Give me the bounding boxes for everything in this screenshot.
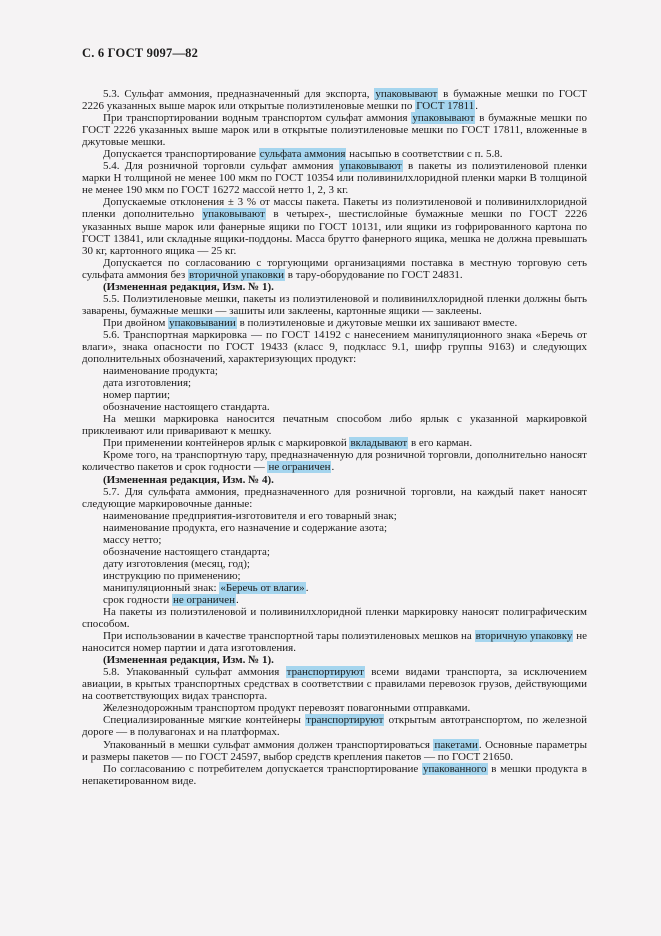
paragraph: При применении контейнеров ярлык с маркировкой вкладывают в его карман. bbox=[103, 437, 473, 450]
paragraph: При транспортировании водным транспортом сульфат аммония упаковывают в бумажные мешки по ГОСТ 2226 указанных выше марок или в открытые полиэтиленовые мешки по ГОСТ 17811, вложенные в джутовые мешки. bbox=[82, 112, 587, 149]
search-highlight: транспортируют bbox=[286, 666, 364, 679]
search-highlight: вторичной упаковки bbox=[189, 268, 285, 281]
search-highlight: транспортируют bbox=[306, 714, 384, 727]
search-highlight: «Беречь от влаги» bbox=[220, 581, 305, 594]
search-highlight: упаковывании bbox=[169, 316, 236, 329]
search-highlight: не ограничен bbox=[172, 593, 235, 606]
paragraph: номер партии; bbox=[103, 389, 171, 402]
paragraph: На пакеты из полиэтиленовой и поливинилхлоридной пленки маркировку наносят полиграфическим способом. bbox=[82, 606, 587, 631]
paragraph: наименование предприятия-изготовителя и его товарный знак; bbox=[103, 509, 397, 522]
paragraph: массу нетто; bbox=[103, 533, 162, 546]
paragraph: Допускается по согласованию с торгующими организациями поставка в местную торговую сеть сульфата аммония без вторичной упаковки в тару-оборудование по ГОСТ 24831. bbox=[82, 256, 587, 281]
amendment-note: (Измененная редакция, Изм. № 1). bbox=[103, 654, 274, 667]
search-highlight: упаковывают bbox=[412, 112, 475, 125]
paragraph: срок годности не ограничен. bbox=[103, 593, 239, 606]
paragraph: обозначение настоящего стандарта; bbox=[103, 545, 270, 558]
paragraph: 5.3. Сульфат аммония, предназначенный для экспорта, упаковывают в бумажные мешки по ГОСТ 2226 указанных выше марок или открытые полиэтиленовые мешки по ГОСТ 17811. bbox=[82, 88, 587, 113]
paragraph: По согласованию с потребителем допускается транспортирование упакованного в мешки продукта в непакетированном виде. bbox=[82, 762, 587, 787]
search-highlight: упаковывают bbox=[375, 88, 438, 100]
paragraph: Специализированные мягкие контейнеры транспортируют открытым автотранспортом, по железной дороге — в полувагонах и на платформах. bbox=[82, 714, 587, 739]
page-header: С. 6 ГОСТ 9097—82 bbox=[82, 46, 199, 60]
document-body bbox=[82, 88, 587, 787]
paragraph: манипуляционный знак: «Беречь от влаги». bbox=[103, 581, 309, 594]
paragraph: На мешки маркировка наносится печатным способом либо ярлык с указанной маркировкой приклеивают или приваривают к мешку. bbox=[82, 413, 587, 438]
paragraph: наименование продукта; bbox=[103, 365, 218, 378]
search-highlight: не ограничен bbox=[268, 461, 331, 474]
search-highlight: вкладывают bbox=[350, 437, 408, 450]
paragraph: 5.8. Упакованный сульфат аммония транспортируют всеми видами транспорта, за исключением авиации, в крытых транспортных средствах в соответствии с правилами перевозок грузов, действующими на соответствующих видах транспорта. bbox=[82, 666, 587, 703]
amendment-note: (Измененная редакция, Изм. № 4). bbox=[103, 473, 274, 486]
paragraph: 5.7. Для сульфата аммония, предназначенного для розничной торговли, на каждый пакет наносят следующие маркировочные данные: bbox=[82, 485, 587, 510]
paragraph: инструкцию по применению; bbox=[103, 569, 241, 582]
search-highlight: упакованного bbox=[423, 762, 487, 775]
amendment-note: (Измененная редакция, Изм. № 1). bbox=[103, 280, 274, 293]
search-highlight: ГОСТ 17811 bbox=[416, 100, 475, 113]
search-highlight: упаковывают bbox=[339, 160, 402, 173]
paragraph: Кроме того, на транспортную тару, предназначенную для розничной торговли, дополнительно наносят количество пакетов и срок годности — не ограничен. bbox=[82, 449, 587, 474]
paragraph: При двойном упаковывании в полиэтиленовые и джутовые мешки их зашивают вместе. bbox=[103, 316, 518, 329]
paragraph: Допускаемые отклонения ± 3 % от массы пакета. Пакеты из полиэтиленовой и поливинилхлоридной пленки дополнительно упаковывают в четырех-, шестислойные бумажные мешки по ГОСТ 2226 указанных выше марок или фанерные ящики по ГОСТ 10131, или ящики из гофрированного картона по ГОСТ 13841, или складные ящики-поддоны. Масса брутто фанерного ящика, мешка не должна превышать 30 кг, картонного ящика — 25 кг. bbox=[82, 196, 587, 257]
paragraph: Упакованный в мешки сульфат аммония должен транспортироваться пакетами. Основные параметры и размеры пакетов — по ГОСТ 24597, выбор средств крепления пакетов — по ГОСТ 21650. bbox=[82, 738, 587, 763]
search-highlight: пакетами bbox=[434, 738, 478, 751]
paragraph: 5.5. Полиэтиленовые мешки, пакеты из полиэтиленовой и поливинилхлоридной пленки должны быть заварены, бумажные мешки — зашиты или заклеены, картонные ящики — заклеены. bbox=[82, 292, 587, 317]
paragraph: Допускается транспортирование сульфата аммония насыпью в соответствии с п. 5.8. bbox=[103, 148, 503, 161]
paragraph: При использовании в качестве транспортной тары полиэтиленовых мешков на вторичную упаковку не наносится номер партии и дата изготовления. bbox=[82, 630, 587, 655]
search-highlight: упаковывают bbox=[202, 208, 265, 221]
search-highlight: сульфата аммония bbox=[259, 148, 346, 161]
paragraph: наименование продукта, его назначение и содержание азота; bbox=[103, 521, 388, 534]
paragraph: 5.6. Транспортная маркировка — по ГОСТ 14192 с нанесением манипуляционного знака «Беречь от влаги», знака опасности по ГОСТ 19433 (класс 9, подкласс 9.1, шифр группы 9163) и следующих дополнительных обозначений, характеризующих продукт: bbox=[82, 328, 587, 366]
paragraph: 5.4. Для розничной торговли сульфат аммония упаковывают в пакеты из полиэтиленовой пленки марки Н толщиной не менее 100 мкм по ГОСТ 10354 или поливинилхлоридной пленки марки В толщиной не менее 190 мкм по ГОСТ 16272 массой нетто 1, 2, 3 кг. bbox=[82, 160, 587, 197]
paragraph: дату изготовления (месяц, год); bbox=[103, 557, 250, 570]
paragraph: дата изготовления; bbox=[103, 377, 192, 390]
paragraph: обозначение настоящего стандарта. bbox=[103, 401, 270, 414]
paragraph: Железнодорожным транспортом продукт перевозят повагонными отправками. bbox=[103, 702, 471, 715]
search-highlight: вторичную упаковку bbox=[475, 630, 573, 643]
